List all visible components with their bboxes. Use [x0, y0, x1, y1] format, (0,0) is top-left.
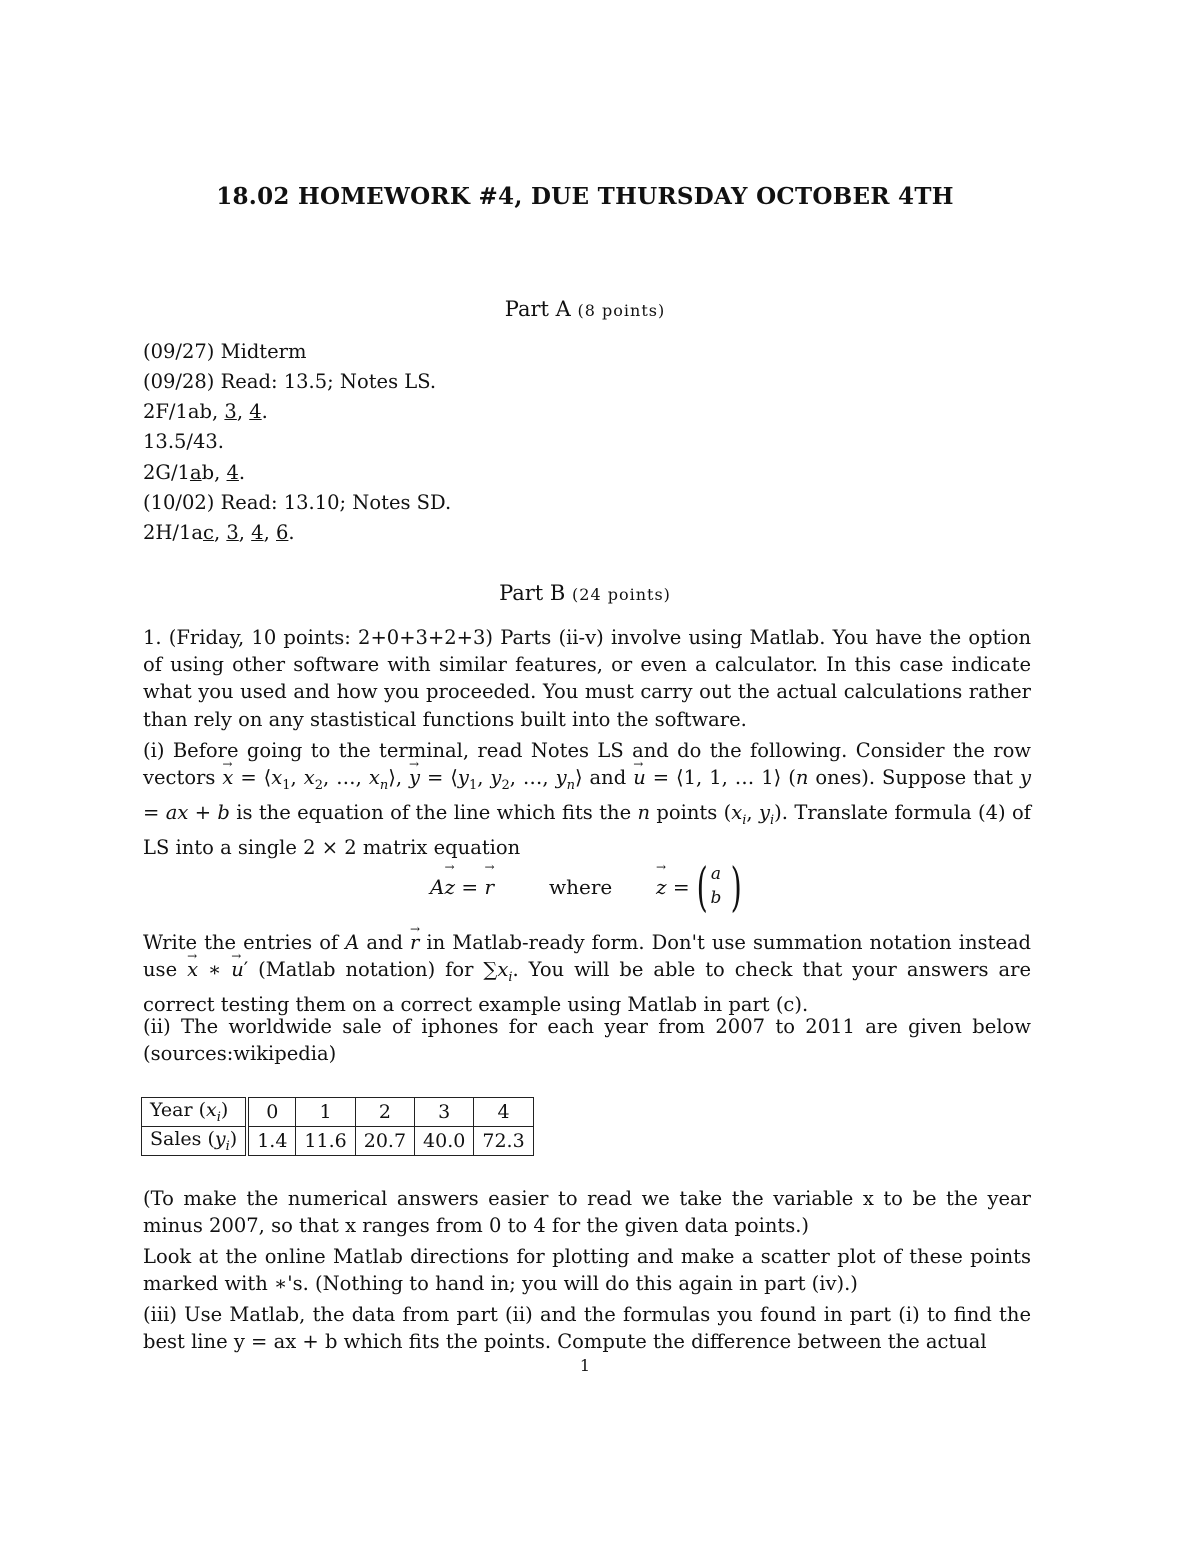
part-a-label: Part A — [504, 297, 571, 321]
assignment-line-6: (10/02) Read: 13.10; Notes SD. — [143, 491, 452, 514]
iphone-sales-table — [141, 1097, 534, 1156]
problem-1-intro: 1. (Friday, 10 points: 2+0+3+2+3) Parts (ii-v) involve using Matlab. You have the option of using other software with similar features, or even a calculator. In this case indicate what you used and how you proceeded. You must carry out the actual calculations rather than rely on any stastistical functions built into the software. — [143, 626, 1031, 731]
problem-1-part-i: (i) Before going to the terminal, read Notes LS and do the following. Consider the row vectors → $x = ⟨x_1$, $x_2$, …, $x_n⟩$, → $y = ⟨y_1$, $y_2$, …, $y_n⟩$ and → u = ⟨1, 1, … 1⟩ (n ones). Suppose that y = ax + b is the equation of the line which fits the n points ($x_i$, $y_i$). Translate formula (4) of LS into a single 2 × 2 matrix equation — [143, 737, 1031, 862]
row-label-sales: Sales $(y_i)$ — [142, 1126, 248, 1155]
matlab-note: Write the entries of A and → r in Matlab-ready form. Don't use summation notation instead use → x ∗ → u′ (Matlab notation) for $\sum x_i$. You will be able to check that your answers are correct testing them on a correct example using Matlab in part (c). — [143, 929, 1031, 1019]
variable-note: (To make the numerical answers easier to read we take the variable x to be the year minus 2007, so that x ranges from 0 to 4 for the given data points.) — [143, 1187, 1031, 1238]
assignment-line-5: 2G/1ab, 4. — [143, 461, 246, 484]
part-b-points: (24 points) — [572, 585, 671, 604]
year-cell: 1 — [296, 1098, 355, 1127]
table-row-year — [142, 1098, 534, 1127]
assignment-line-4: 13.5/43. — [143, 430, 224, 453]
page-number: 1 — [579, 1356, 591, 1375]
where-label: where — [549, 875, 613, 899]
page-title: 18.02 HOMEWORK #4, DUE THURSDAY OCTOBER 4TH — [216, 183, 954, 210]
assignment-line-7: 2H/1ac, 3, 4, 6. — [143, 521, 295, 544]
part-b-heading — [0, 581, 1170, 605]
year-cell: 4 — [474, 1098, 533, 1127]
row-label-year: Year $(x_i)$ — [142, 1098, 248, 1127]
part-b-label: Part B — [499, 581, 566, 605]
year-cell: 0 — [247, 1098, 296, 1127]
assignment-line-3: 2F/1ab, 3, 4. — [143, 400, 268, 423]
part-a-heading — [0, 297, 1170, 321]
sales-cell: 20.7 — [355, 1126, 414, 1155]
matrix-equation: A→ z = → r where → z = ( a b ) — [430, 858, 750, 920]
sales-cell: 40.0 — [415, 1126, 474, 1155]
part-a-points: (8 points) — [577, 301, 666, 320]
sales-cell: 72.3 — [474, 1126, 533, 1155]
table-row-sales — [142, 1126, 534, 1155]
year-cell: 2 — [355, 1098, 414, 1127]
problem-1-part-iii: (iii) Use Matlab, the data from part (ii) and the formulas you found in part (i) to find the best line y = ax + b which fits the points. Compute the difference between the actual — [143, 1303, 1031, 1354]
problem-1-part-ii: (ii) The worldwide sale of iphones for each year from 2007 to 2011 are given below (sources:wikipedia) — [143, 1015, 1031, 1066]
sales-cell: 1.4 — [247, 1126, 296, 1155]
year-cell: 3 — [415, 1098, 474, 1127]
assignment-line-2: (09/28) Read: 13.5; Notes LS. — [143, 370, 437, 393]
plot-instructions: Look at the online Matlab directions for plotting and make a scatter plot of these points marked with ∗'s. (Nothing to hand in; you will do this again in part (iv).) — [143, 1245, 1031, 1296]
assignment-line-1: (09/27) Midterm — [143, 340, 307, 363]
sales-cell: 11.6 — [296, 1126, 355, 1155]
